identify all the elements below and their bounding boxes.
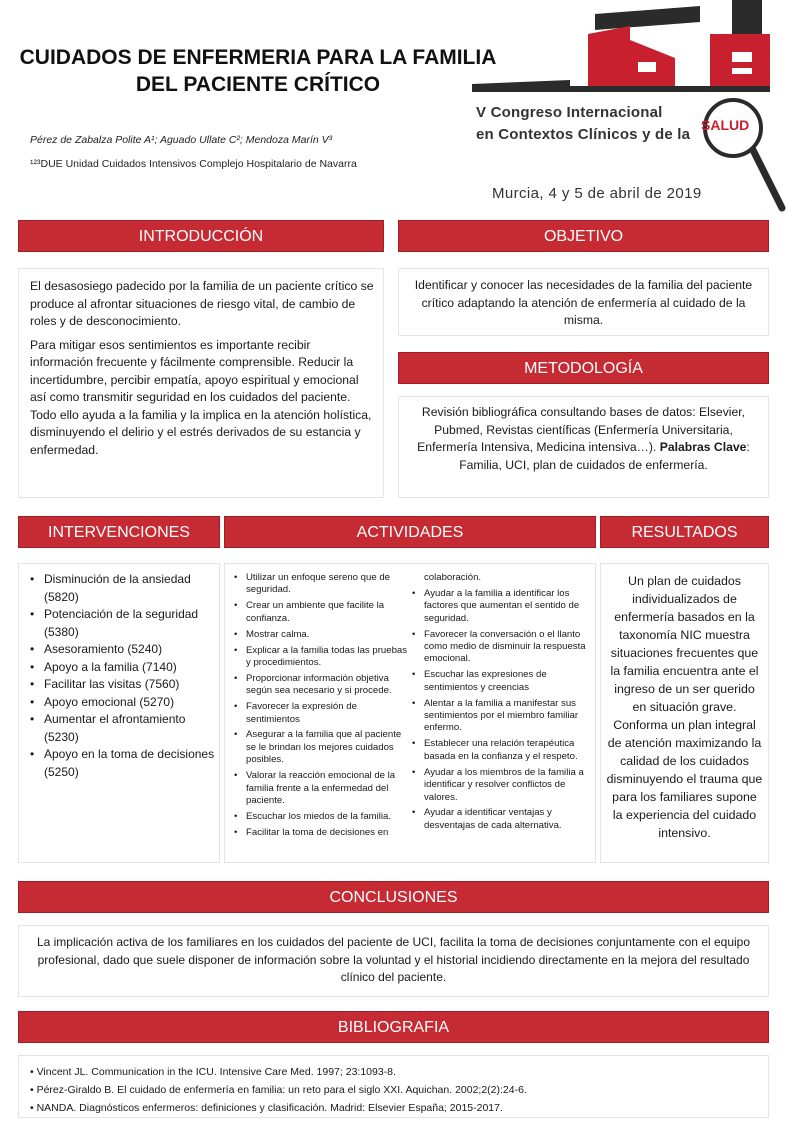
list-item: • Explicar a la familia todas las pruebas y procedimientos. (232, 645, 410, 670)
logo-white-slot-2 (732, 68, 752, 74)
list-item: • Vincent JL. Communication in the ICU. Intensive Care Med. 1997; 23:1093-8. (30, 1066, 396, 1078)
congress-salud-word: SALUD (701, 117, 750, 133)
list-item: • Alentar a la familia a manifestar sus sentimientos por el miembro familiar enfermo. (410, 698, 590, 735)
logo-white-slot-3 (638, 62, 656, 72)
intervenciones-list (28, 571, 218, 781)
list-item: • Ayudar a identificar ventajas y desventajas de cada alternativa. (410, 807, 590, 832)
list-item: • Pérez-Giraldo B. El cuidado de enfermería en familia: un reto para el siglo XXI. Aquichan. 2002;2(2):24-6. (30, 1084, 527, 1096)
list-item: • Crear un ambiente que facilite la confianza. (232, 600, 410, 625)
list-item: • Apoyo en la toma de decisiones (5250) (28, 746, 218, 781)
list-item: • Escuchar las expresiones de sentimientos y creencias (410, 669, 590, 694)
list-item: • Asegurar a la familia que al paciente se le brindan los mejores cuidados posibles. (232, 729, 410, 766)
introduccion-text (30, 278, 376, 465)
metodologia-heading: METODOLOGÍA (398, 352, 769, 384)
metodologia-keywords-label: Palabras Clave (659, 440, 747, 454)
list-item: • Apoyo a la familia (7140) (28, 659, 218, 677)
list-item: • Asesoramiento (5240) (28, 641, 218, 659)
resultados-text: Un plan de cuidados individualizados de enfermería basados en la taxonomía NIC muestra situaciones frecuentes que la familia encuentra ante el ingreso de un ser querido en situación grave. Conforma un plan integral de atención maximizando la calidad de los cuidados disminuyendo el trauma que para los familiares supone la experiencia del cuidado intensivo. (606, 574, 763, 840)
actividades-heading: ACTIVIDADES (224, 516, 596, 548)
introduccion-paragraph-1: El desasosiego padecido por la familia de un paciente crítico se produce al afrontar situaciones de riesgo vital, de cambio de roles y de desconocimiento. (30, 279, 374, 328)
metodologia-keywords: : Familia, UCI, plan de cuidados de enfermería. (459, 440, 750, 472)
magnifier-handle (753, 150, 782, 208)
metodologia-text (406, 404, 761, 474)
congress-name-line-2: en Contextos Clínicos y de la (476, 126, 691, 143)
list-item: • Mostrar calma. (232, 629, 410, 641)
list-item: • Proporcionar información objetiva según sea necesario y si procede. (232, 673, 410, 698)
list-item: • Potenciación de la seguridad (5380) (28, 606, 218, 641)
list-item: • Ayudar a los miembros de la familia a identificar y resolver conflictos de valores. (410, 767, 590, 804)
actividades-column-2 (410, 572, 590, 836)
actividades-column-1 (232, 572, 410, 843)
list-item: • Facilitar la toma de decisiones en (232, 827, 410, 839)
introduccion-heading: INTRODUCCIÓN (18, 220, 384, 252)
logo-dark-bar-top (595, 6, 700, 30)
list-item: • NANDA. Diagnósticos enfermeros: definiciones y clasificación. Madrid: Elsevier España; 2015-2017. (30, 1102, 503, 1114)
list-item: • Favorecer la expresión de sentimientos (232, 701, 410, 726)
list-item: • Disminución de la ansiedad (5820) (28, 571, 218, 606)
list-item-continuation: colaboración. (424, 572, 482, 583)
objetivo-heading: OBJETIVO (398, 220, 769, 252)
title-line-2: DEL PACIENTE CRÍTICO (135, 73, 381, 96)
logo-white-slot (732, 52, 752, 62)
bibliografia-list (30, 1063, 527, 1117)
list-item: • Establecer una relación terapéutica basada en la confianza y el respeto. (410, 738, 590, 763)
list-item: • Escuchar los miedos de la familia. (232, 811, 410, 823)
objetivo-text: Identificar y conocer las necesidades de la familia del paciente crítico adaptando la atención de enfermería al cuidado de la misma. (414, 278, 753, 327)
introduccion-paragraph-2: Para mitigar esos sentimientos es importante recibir información frecuente y fácilmente comprensible. Reducir la incertidumbre, percibir empatía, apoyo espiritual y emocional así como transmitir seguridad en los cuidados del paciente. Todo ello ayuda a la familia y la implica en la atención holística, disminuyendo el delirio y el estrés derivados de su estancia y enfermedad. (30, 337, 372, 457)
list-item: • Facilitar las visitas (7560) (28, 676, 218, 694)
title-line-1: CUIDADOS DE ENFERMERIA PARA LA FAMILIA (19, 46, 497, 69)
list-item: • Ayudar a la familia a identificar los factores que aumentan el sentido de seguridad. (410, 588, 590, 625)
congress-name-line-1: V Congreso Internacional (476, 104, 663, 121)
list-item: • Favorecer la conversación o el llanto como medio de disminuir la respuesta emocional. (410, 629, 590, 666)
conclusiones-text: La implicación activa de los familiares en los cuidados del paciente de UCI, facilita la toma de decisiones conjuntamente con el equipo profesional, dado que suele disponer de información sobre la voluntad y el historial incidiendo directamente en la mejora del resultado clínico del paciente. (36, 935, 751, 984)
list-item: • Utilizar un enfoque sereno que de seguridad. (232, 572, 410, 597)
list-item: • Aumentar el afrontamiento (5230) (28, 711, 218, 746)
list-item: • Apoyo emocional (5270) (28, 694, 218, 712)
bibliografia-heading: BIBLIOGRAFIA (18, 1011, 769, 1043)
logo-red-shape-left (588, 26, 630, 92)
intervenciones-heading: INTERVENCIONES (18, 516, 220, 548)
list-item: • Valorar la reacción emocional de la familia frente a la enfermedad del paciente. (232, 770, 410, 807)
resultados-heading: RESULTADOS (600, 516, 769, 548)
logo-red-shape-right (710, 34, 770, 92)
conclusiones-heading: CONCLUSIONES (18, 881, 769, 913)
logo-dark-bar-bottom (570, 86, 770, 92)
congress-date: Murcia, 4 y 5 de abril de 2019 (492, 185, 702, 202)
metodologia-description: Revisión bibliográfica consultando bases de datos: Elsevier, Pubmed, Revistas científicas (Enfermería Universitaria, Enfermería Intensiva, Medicina intensiva…). (417, 405, 746, 454)
poster-title (18, 44, 498, 98)
authors: Pérez de Zabalza Polite A¹; Aguado Ullate C²; Mendoza Marín V³ (30, 134, 333, 146)
logo-dark-bar-left (472, 80, 570, 92)
affiliation: ¹²³DUE Unidad Cuidados Intensivos Complejo Hospitalario de Navarra (30, 158, 357, 170)
